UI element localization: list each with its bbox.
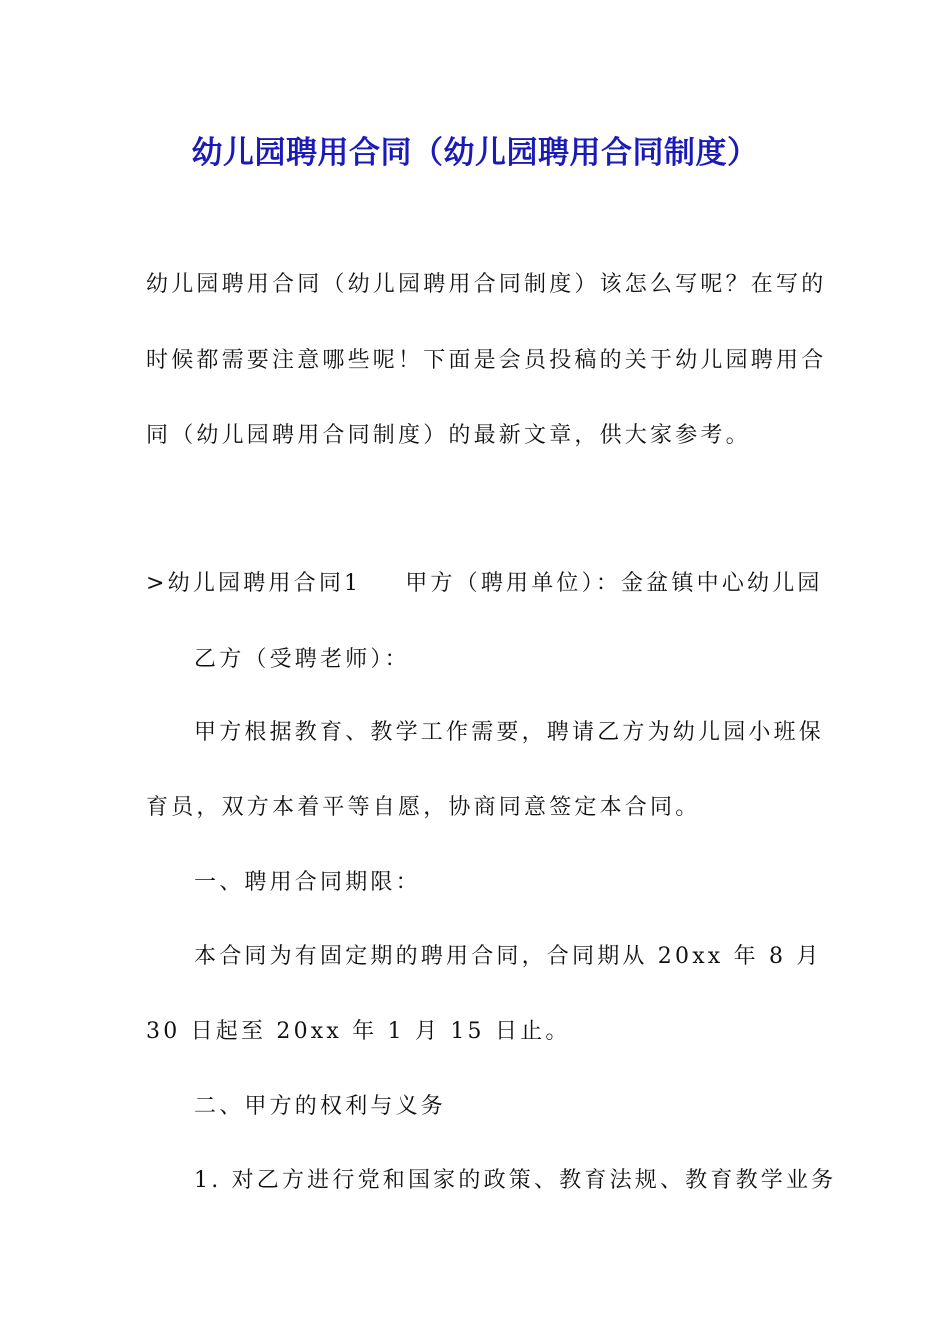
party-b: 乙方（受聘老师）：: [194, 647, 410, 672]
section-heading-line: [146, 564, 823, 604]
intro-line-2: 时候都需要注意哪些呢！下面是会员投稿的关于幼儿园聘用合: [146, 348, 827, 373]
clause1-line-2: 30 日起至 20xx 年 1 月 15 日止。: [146, 1019, 571, 1044]
intro-line-3: 同（幼儿园聘用合同制度）的最新文章，供大家参考。: [146, 423, 751, 448]
section-heading: >幼儿园聘用合同1: [146, 571, 362, 596]
clause1-line-1: 本合同为有固定期的聘用合同，合同期从 20xx 年 8 月: [194, 944, 822, 969]
clause2-item-1: 1. 对乙方进行党和国家的政策、教育法规、教育教学业务: [194, 1168, 837, 1193]
para1-line-1: 甲方根据教育、教学工作需要，聘请乙方为幼儿园小班保: [194, 720, 825, 745]
clause2-heading: 二、甲方的权利与义务: [194, 1094, 447, 1119]
para1-line-2: 育员，双方本着平等自愿，协商同意签定本合同。: [146, 795, 701, 820]
clause1-heading: 一、聘用合同期限：: [194, 870, 421, 895]
document-title: 幼儿园聘用合同（幼儿园聘用合同制度）: [191, 135, 759, 171]
party-a: 甲方（聘用单位）：金盆镇中心幼儿园: [405, 571, 823, 596]
intro-line-1: 幼儿园聘用合同（幼儿园聘用合同制度）该怎么写呢？在写的: [146, 272, 827, 297]
